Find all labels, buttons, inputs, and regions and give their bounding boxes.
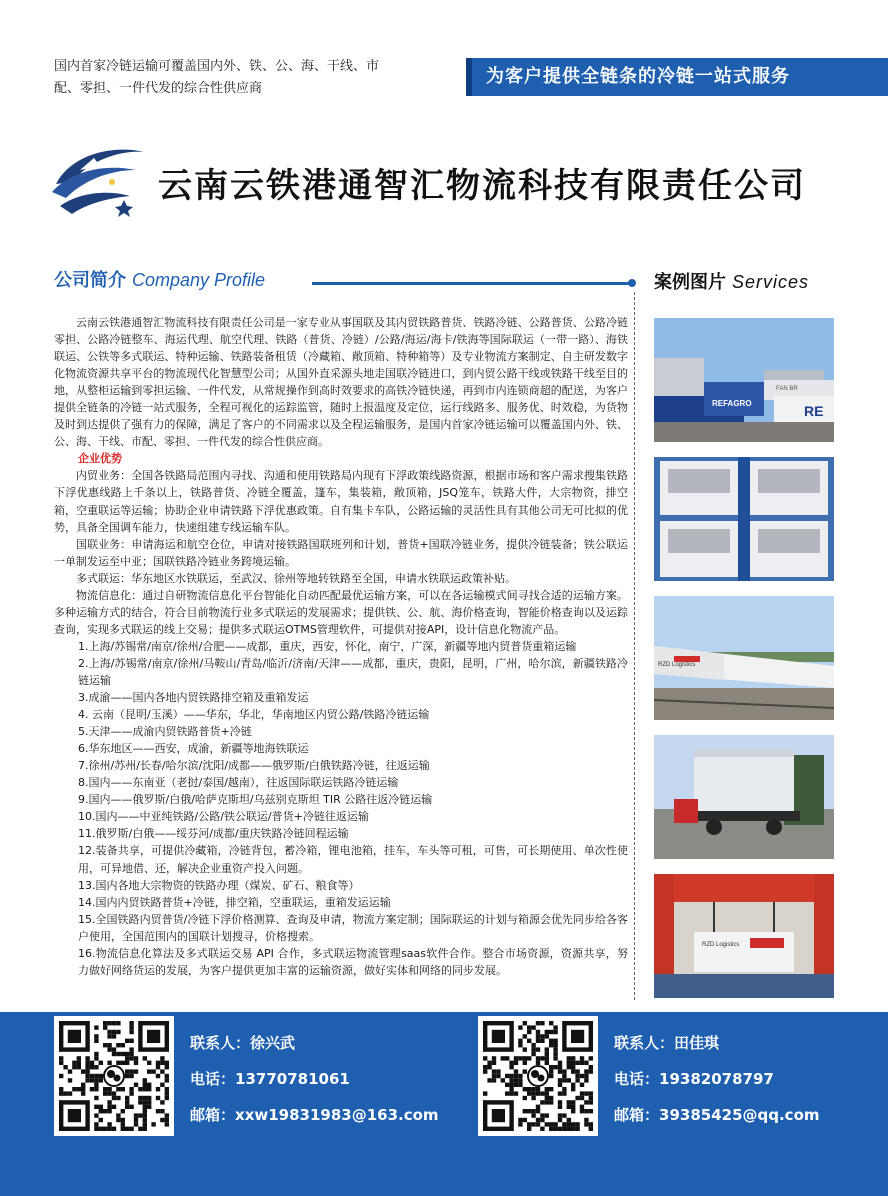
route-list-item: 14.国内内贸铁路普货+冷链，排空箱，空重联运，重箱发运运输 — [78, 895, 391, 909]
truck-crane-photo — [654, 735, 834, 859]
phone-label: 电话： — [190, 1070, 236, 1088]
route-list-item: 9.国内——俄罗斯/白俄/哈萨克斯坦/乌兹别克斯坦 TIR 公路往返冷链运输 — [78, 793, 433, 807]
route-list-item: 13.国内各地大宗物资的铁路办理（煤炭、矿石、粮食等） — [78, 878, 360, 892]
route-list-item: 7.徐州/苏州/长春/哈尔滨/沈阳/成都——俄罗斯/白俄铁路冷链，往返运输 — [78, 759, 430, 773]
profile-body — [54, 314, 628, 979]
phone-label: 电话： — [614, 1070, 660, 1088]
column-divider — [634, 292, 635, 1000]
profile-paragraph: 内贸业务：全国各铁路局范围内寻找、沟通和使用铁路局内现有下浮政策线路资源，根据市场和客户需求搜集铁路下浮优惠线路上千条以上，铁路普货、冷链全覆盖，篷车，集装箱，敞顶箱，JSQ笼车，铁路大件，大宗物资，排空箱，空重联运等运输；协助企业申请铁路下浮优惠政策。自有集卡车队，公路运输的灵活性具有其他公司无可比拟的优势，具备全国调车能力，快速组建专线运输车队。 — [54, 469, 628, 534]
route-list-item: 4. 云南（昆明/玉溪）——华东，华北，华南地区内贸公路/铁路冷链运输 — [78, 708, 430, 722]
advantage-title: 企业优势 — [78, 452, 122, 466]
route-list-item: 8.国内——东南亚（老挝/泰国/越南），往返国际联运铁路冷链运输 — [78, 776, 399, 790]
email-label: 邮箱： — [190, 1106, 236, 1124]
rail-train-photo — [654, 596, 834, 720]
route-list-item: 2.上海/苏锡常/南京/徐州/马鞍山/青岛/临沂/济南/天津——成都，重庆，贵阳，昆明，广州，哈尔滨，新疆铁路冷链运输 — [78, 656, 628, 687]
profile-intro: 云南云铁港通智汇物流科技有限责任公司是一家专业从事国联及其内贸铁路普货、铁路冷链、公路普货、公路冷链零担、公路冷链整车、海运代理、航空代理、铁路（普货、冷链）/公路/海运/海卡/铁海等国际联运（一带一路）、海铁联运、公铁等多式联运、特种运输、铁路装备租赁（冷藏箱、敞顶箱、特种箱等）及专业物流方案制定、自主研发数字化物流资源共享平台的物流现代化智慧型公司；从国外直采源头地走国联冷链进口，到内贸公路干线或铁路干线至目的地，从整柜运输到零担运输、一件代发，从常规操作到高时效要求的高铁冷链快递，再到市内连锁商超的配送，为客户提供全链条的冷链一站式服务，全程可视化的运踪监管，随时上报温度及定位，运行线路多、服务优、时效稳，为货物及时到达提供了强有力的保障，满足了客户的不同需求以及全程运输服务，是国内首家冷链运输可以覆盖国内外、铁、公、海、干线、市配、零担、一件代发的综合性供应商。 — [54, 316, 628, 449]
cases-title-cn: 案例图片 — [654, 272, 726, 293]
contact-phone-row — [614, 1064, 820, 1100]
profile-title-cn: 公司简介 — [54, 270, 126, 291]
container-label: RZD Logistics — [658, 662, 696, 668]
contact-email-row — [190, 1100, 439, 1136]
company-name: 云南云铁港通智汇物流科技有限责任公司 — [158, 166, 806, 206]
profile-paragraph: 国联业务：申请海运和航空仓位，申请对接铁路国联班列和计划，普货+国联冷链业务，提供冷链装备；铁公联运一单制发运至中亚；国联铁路冷链业务跨境运输。 — [54, 537, 628, 568]
route-list-item: 1.上海/苏锡常/南京/徐州/合肥——成都，重庆，西安，怀化，南宁，广深，新疆等地内贸普货重箱运输 — [78, 639, 577, 653]
contact-email[interactable]: 39385425@qq.com — [659, 1106, 820, 1124]
contact-card — [614, 1028, 820, 1136]
route-list-item: 6.华东地区——西安，成渝，新疆等地海铁联运 — [78, 742, 309, 756]
wechat-qr-code-icon[interactable] — [478, 1016, 598, 1136]
heading-rule-dot — [628, 279, 636, 287]
container-label: REFAGRO — [712, 399, 752, 408]
container-label: RZD Logistics — [702, 942, 740, 948]
cases-title-en: Services — [732, 272, 810, 292]
wechat-qr-code-icon[interactable] — [54, 1016, 174, 1136]
route-list-item: 15.全国铁路内贸普货/冷链下浮价格测算、查询及申请，物流方案定制；国际联运的计划与箱源会优先同步给各客户使用，全国范围内的国联计划搜寻，价格搜索。 — [78, 912, 628, 943]
header-tagline: 国内首家冷链运输可覆盖国内外、铁、公、海、干线、市配、零担、一件代发的综合性供应商 — [54, 59, 380, 96]
email-label: 邮箱： — [614, 1106, 660, 1124]
route-list-item: 5.天津——成渝内贸铁路普货+冷链 — [78, 725, 252, 739]
profile-section-heading — [54, 266, 265, 296]
case-photos — [654, 318, 834, 1013]
company-logo-icon — [50, 140, 150, 222]
route-list-item: 16.物流信息化算法及多式联运交易 API 合作，多式联运物流管理saas软件合作。整合市场资源，资源共享，努力做好网络货运的发展，为客户提供更加丰富的运输资源，做好实体和网络的同步发展。 — [78, 946, 628, 977]
contact-name: 联系人：徐兴武 — [190, 1034, 296, 1052]
contact-email-row — [614, 1100, 820, 1136]
contact-phone-row — [190, 1064, 439, 1100]
crane-loading-photo — [654, 874, 834, 998]
profile-paragraph: 多式联运：华东地区水铁联运，至武汉、徐州等地转铁路至全国，申请水铁联运政策补贴。 — [76, 571, 516, 585]
route-list-item: 10.国内——中亚纯铁路/公路/铁公联运/普货+冷链往返运输 — [78, 810, 369, 824]
contact-phone[interactable]: 13770781061 — [235, 1070, 350, 1088]
contact-name: 联系人：田佳琪 — [614, 1034, 720, 1052]
route-list-item: 11.俄罗斯/白俄——绥芬河/成都/重庆铁路冷链回程运输 — [78, 827, 349, 841]
cases-section-heading — [654, 268, 809, 294]
route-list-item: 3.成渝——国内各地内贸铁路排空箱及重箱发运 — [78, 691, 309, 705]
profile-paragraph: 物流信息化：通过自研物流信息化平台智能化自动匹配最优运输方案，可以在各运输模式间寻找合适的运输方案。多种运输方式的结合，符合目前物流行业多式联运的发展需求；提供铁、公、航、海价格查询，智能价格查询以及运踪查询，实现多式联运的线上交易；提供多式联运OTMS管理软件，可提供对接API，设计信息化物流产品。 — [54, 588, 628, 636]
container-label: RE — [804, 403, 824, 419]
service-banner: 为客户提供全链条的冷链一站式服务 — [466, 58, 888, 96]
contact-card — [190, 1028, 439, 1136]
contact-phone[interactable]: 19382078797 — [659, 1070, 774, 1088]
reefer-container-yard-photo — [654, 318, 834, 442]
contact-email[interactable]: xxw19831983@163.com — [235, 1106, 439, 1124]
profile-title-en: Company Profile — [132, 270, 266, 290]
container-label: FAN BR — [776, 386, 798, 392]
heading-rule — [312, 282, 634, 285]
route-list-item: 12.装备共享，可提供冷藏箱，冷链背包，蓄冷箱，锂电池箱，挂车，车头等可租，可售，可长期使用、单次性使用，可异地借、还，解决企业重资产投入问题。 — [78, 844, 628, 875]
stacked-reefer-containers-photo — [654, 457, 834, 581]
